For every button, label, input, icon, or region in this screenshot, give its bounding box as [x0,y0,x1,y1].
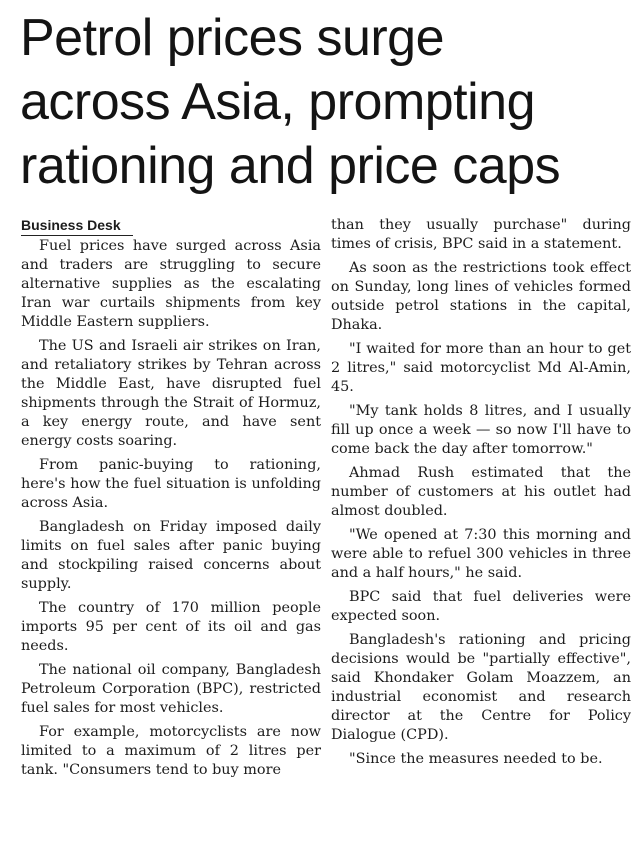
paragraph: "I waited for more than an hour to get 2 litres," said motorcyclist Md Al-Amin, 45. [331,341,631,395]
byline: Business Desk [21,216,133,236]
paragraph-continued: than they usually purchase" during times of crisis, BPC said in a statement. [331,217,631,252]
headline-line-2: across Asia, prompting [20,73,536,131]
headline-line-3: rationing and price caps [20,137,561,195]
paragraph: "We opened at 7:30 this morning and were able to refuel 300 vehicles in three and a half hours," he said. [331,527,631,581]
paragraph: For example, motorcyclists are now limited to a maximum of 2 litres per tank. "Consumers tend to buy more [21,724,321,778]
paragraph: Bangladesh's rationing and pricing decisions would be "partially effective", said Khondaker Golam Moazzem, an industrial economist and research director at the Centre for Policy Dialogue (CPD). [331,632,631,743]
paragraph: Bangladesh on Friday imposed daily limits on fuel sales after panic buying and stockpiling raised concerns about supply. [21,519,321,592]
paragraph: The country of 170 million people imports 95 per cent of its oil and gas needs. [21,600,321,654]
article-column-left [21,216,321,785]
paragraph: From panic-buying to rationing, here's how the fuel situation is unfolding across Asia. [21,457,321,511]
paragraph: Ahmad Rush estimated that the number of customers at his outlet had almost doubled. [331,465,631,519]
paragraph: The US and Israeli air strikes on Iran, and retaliatory strikes by Tehran across the Middle East, have disrupted fuel shipments through the Strait of Hormuz, a key energy route, and have sent energy costs soaring. [21,338,321,449]
headline [20,6,630,198]
paragraph: "Since the measures needed to be. [349,751,603,767]
paragraph: As soon as the restrictions took effect on Sunday, long lines of vehicles formed outside petrol stations in the capital, Dhaka. [331,260,631,333]
paragraph: The national oil company, Bangladesh Petroleum Corporation (BPC), restricted fuel sales for most vehicles. [21,662,321,716]
paragraph: "My tank holds 8 litres, and I usually fill up once a week — so now I'll have to come back the day after tomorrow." [331,403,631,457]
paragraph: BPC said that fuel deliveries were expected soon. [331,589,631,624]
paragraph: Fuel prices have surged across Asia and traders are struggling to secure alternative supplies as the escalating Iran war curtails shipments from key Middle Eastern suppliers. [21,238,321,330]
article-column-right [331,216,631,774]
headline-line-1: Petrol prices surge [20,9,445,67]
